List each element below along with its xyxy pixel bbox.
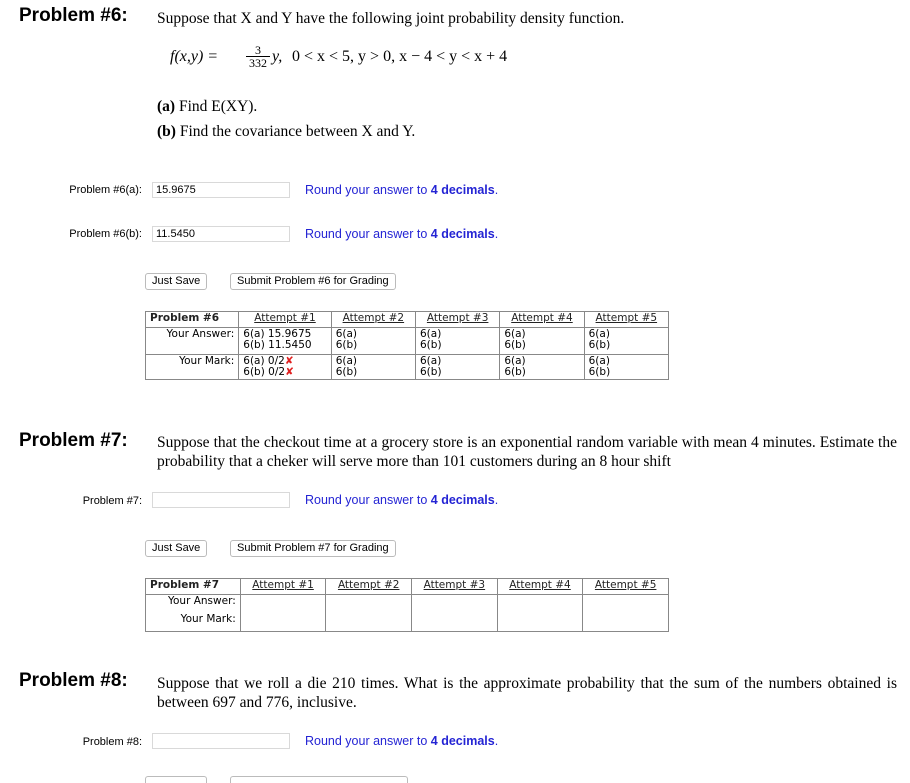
round-hint-6a: Round your answer to 4 decimals. [305,183,499,197]
your-answer-label: Your Answer: [146,595,241,614]
part-a-tag: (a) [157,98,176,115]
attempt-4-cell [497,595,583,632]
attempt-5-mark: 6(a) 6(b) [584,355,668,380]
problem-8-text: Suppose that we roll a die 210 times. What is the approximate probability that the sum of the numbers obtained is between 697 and 776, inclusive. [157,675,897,711]
wrong-x-icon: ✘ [284,355,294,367]
attempt-5-link[interactable]: Attempt #5 [584,312,668,328]
answer-input-6a[interactable] [152,182,290,198]
answer-input-7[interactable] [152,492,290,508]
attempt-5-link[interactable]: Attempt #5 [583,579,669,595]
attempt-3-link[interactable]: Attempt #3 [412,579,498,595]
round-hint-7: Round your answer to 4 decimals. [305,493,499,507]
formula-variable: y, [272,48,283,65]
answer-input-8[interactable] [152,733,290,749]
answer-label-6a: Problem #6(a): [69,184,142,196]
attempts-table-6 [145,311,669,380]
attempt-1-link[interactable]: Attempt #1 [239,312,331,328]
attempt-1-mark: 6(a) 0/2✘ 6(b) 0/2✘ [239,355,331,380]
attempt-1-cell [240,595,326,632]
part-b-tag: (b) [157,123,176,140]
answer-label-7: Problem #7: [82,495,142,507]
attempt-1-answer: 6(a) 15.9675 6(b) 11.5450 [239,328,331,355]
attempt-4-answer: 6(a) 6(b) [500,328,584,355]
your-mark-label: Your Mark: [146,613,241,632]
just-save-button-6[interactable]: Just Save [145,273,207,290]
attempt-5-cell [583,595,669,632]
round-hint-8: Round your answer to 4 decimals. [305,734,499,748]
your-mark-label: Your Mark: [146,355,239,380]
formula-lhs: f(x,y) = [170,48,219,65]
problem-6-title: Problem #6: [19,5,128,26]
attempt-3-mark: 6(a) 6(b) [416,355,500,380]
just-save-button-8-partial[interactable] [145,776,207,783]
formula-numerator: 3 [246,44,270,57]
attempt-4-mark: 6(a) 6(b) [500,355,584,380]
attempts-table-7 [145,578,669,632]
round-hint-6b: Round your answer to 4 decimals. [305,227,499,241]
problem-8-title: Problem #8: [19,670,128,691]
attempts-table-head: Problem #7 [146,579,241,595]
attempt-2-link[interactable]: Attempt #2 [331,312,415,328]
formula-domain: 0 < x < 5, y > 0, x − 4 < y < x + 4 [292,48,508,65]
wrong-x-icon: ✘ [285,366,294,378]
problem-7-title: Problem #7: [19,430,128,451]
submit-problem-7-button[interactable]: Submit Problem #7 for Grading [230,540,396,557]
attempt-2-cell [326,595,412,632]
attempt-3-answer: 6(a) 6(b) [416,328,500,355]
just-save-button-7[interactable]: Just Save [145,540,207,557]
problem-6-part-a [157,98,257,116]
attempt-1-link[interactable]: Attempt #1 [240,579,326,595]
attempt-5-answer: 6(a) 6(b) [584,328,668,355]
formula-denominator: 332 [249,56,267,70]
attempt-2-mark: 6(a) 6(b) [331,355,415,380]
attempt-4-link[interactable]: Attempt #4 [500,312,584,328]
answer-input-6b[interactable] [152,226,290,242]
answer-label-8: Problem #8: [82,736,142,748]
problem-6-part-b [157,123,415,141]
problem-7-text: Suppose that the checkout time at a grocery store is an exponential random variable with mean 4 minutes. Estimate the probability that a cheker will serve more than 101 customers during an 8 hour shift [157,434,897,470]
problem-6-intro: Suppose that X and Y have the following joint probability density function. [157,10,625,27]
attempt-3-cell [412,595,498,632]
attempt-2-answer: 6(a) 6(b) [331,328,415,355]
attempt-2-link[interactable]: Attempt #2 [326,579,412,595]
attempt-3-link[interactable]: Attempt #3 [416,312,500,328]
submit-problem-6-button[interactable]: Submit Problem #6 for Grading [230,273,396,290]
part-a-text: Find E(XY). [178,98,258,115]
your-answer-label: Your Answer: [146,328,239,355]
answer-label-6b: Problem #6(b): [69,228,142,240]
submit-problem-8-button-partial[interactable] [230,776,408,783]
attempts-table-head: Problem #6 [146,312,239,328]
part-b-text: Find the covariance between X and Y. [179,123,416,140]
attempt-4-link[interactable]: Attempt #4 [497,579,583,595]
